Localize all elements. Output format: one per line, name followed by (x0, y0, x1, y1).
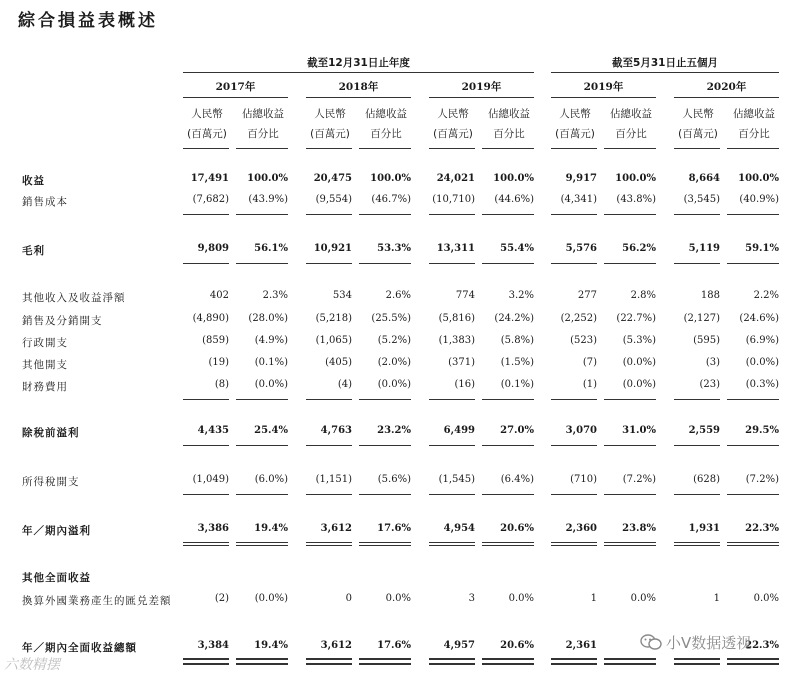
table-cell: 188 (700, 290, 720, 301)
year-rule (674, 97, 779, 98)
table-cell: (4) (337, 379, 352, 390)
table-cell: (43.9%) (248, 194, 288, 205)
table-cell: 20.6% (500, 523, 534, 534)
table-cell: (0.1%) (500, 379, 534, 390)
table-cell: 4,954 (443, 523, 475, 534)
table-cell: (1) (582, 379, 597, 390)
table-cell: (0.0%) (622, 379, 656, 390)
subtotal-rule (306, 494, 352, 495)
subtotal-rule (551, 399, 597, 400)
subtotal-rule (604, 214, 656, 215)
table-cell: 4,435 (197, 425, 229, 436)
table-cell: 59.1% (745, 243, 779, 254)
table-cell: 0.0% (630, 593, 656, 604)
col-header-rule (359, 148, 411, 149)
row-label: 行政開支 (22, 337, 68, 349)
col-header-pct: 百分比 (493, 128, 525, 140)
grand-total-rule (482, 663, 534, 665)
row-label: 其他收入及收益淨額 (22, 292, 126, 304)
table-cell: (8) (214, 379, 229, 390)
row-label: 銷售及分銷開支 (22, 315, 103, 327)
total-rule (183, 542, 229, 543)
subtotal-rule (236, 214, 288, 215)
col-header-rule (183, 148, 229, 149)
subtotal-rule (674, 399, 720, 400)
subtotal-rule (359, 263, 411, 264)
row-label: 其他開支 (22, 359, 68, 371)
year-label: 2020年 (706, 81, 747, 93)
table-cell: (6.9%) (745, 335, 779, 346)
col-header-pct: 百分比 (738, 128, 770, 140)
table-cell: 100.0% (615, 173, 656, 184)
table-cell: (22.7%) (616, 313, 656, 324)
subtotal-rule (429, 399, 475, 400)
subtotal-rule (183, 214, 229, 215)
table-cell: (1,545) (438, 474, 475, 485)
subtotal-rule (306, 214, 352, 215)
table-cell: (710) (570, 474, 597, 485)
table-cell: 17.6% (377, 640, 411, 651)
grand-total-rule (306, 663, 352, 665)
table-cell: 29.5% (745, 425, 779, 436)
col-header-rmb: (百萬元) (187, 128, 227, 140)
table-cell: (24.6%) (739, 313, 779, 324)
total-rule (674, 545, 720, 546)
grand-total-rule (727, 663, 779, 665)
table-cell: 0 (345, 593, 352, 604)
subtotal-rule (306, 445, 352, 446)
col-header-rule (727, 148, 779, 149)
period-interim-rule (551, 72, 779, 73)
table-cell: (44.6%) (494, 194, 534, 205)
table-cell: 0.0% (385, 593, 411, 604)
subtotal-rule (551, 263, 597, 264)
table-cell: 774 (455, 290, 475, 301)
col-header-rmb: 人民幣 (682, 108, 714, 120)
table-cell: (40.9%) (739, 194, 779, 205)
total-rule (551, 545, 597, 546)
row-label: 收益 (22, 175, 45, 187)
row-label: 所得稅開支 (22, 476, 80, 488)
subtotal-rule (674, 263, 720, 264)
col-header-pct: 佔總收益 (365, 108, 407, 120)
table-cell: (371) (448, 357, 475, 368)
table-cell: (405) (325, 357, 352, 368)
table-cell: (5,816) (438, 313, 475, 324)
table-cell: 9,917 (565, 173, 597, 184)
subtotal-rule (482, 214, 534, 215)
table-cell: (3) (705, 357, 720, 368)
table-cell: 20.6% (500, 640, 534, 651)
subtotal-rule (183, 445, 229, 446)
table-cell: (46.7%) (371, 194, 411, 205)
total-rule (727, 542, 779, 543)
col-header-rule (674, 148, 720, 149)
subtotal-rule (604, 445, 656, 446)
table-cell: (19) (208, 357, 229, 368)
col-header-rule (551, 148, 597, 149)
table-cell: 13,311 (436, 243, 475, 254)
table-cell: (0.1%) (254, 357, 288, 368)
row-label: 年／期內全面收益總額 (22, 642, 137, 654)
subtotal-rule (482, 445, 534, 446)
grand-total-rule (482, 658, 534, 660)
table-cell: (9,554) (315, 194, 352, 205)
table-cell: (5.3%) (622, 335, 656, 346)
table-cell: 17,491 (190, 173, 229, 184)
subtotal-rule (359, 494, 411, 495)
table-cell: 3,612 (320, 523, 352, 534)
table-cell: 22.3% (745, 640, 779, 651)
subtotal-rule (727, 399, 779, 400)
subtotal-rule (306, 399, 352, 400)
table-cell: 23.2% (377, 425, 411, 436)
subtotal-rule (236, 399, 288, 400)
page-title: 綜合損益表概述 (18, 11, 158, 31)
table-cell: (0.0%) (622, 357, 656, 368)
table-cell: (3,545) (683, 194, 720, 205)
table-cell: 402 (209, 290, 229, 301)
subtotal-rule (236, 494, 288, 495)
table-cell: 534 (332, 290, 352, 301)
table-cell: (6.4%) (500, 474, 534, 485)
grand-total-rule (359, 658, 411, 660)
table-cell: (1,049) (192, 474, 229, 485)
row-label: 年／期內溢利 (22, 525, 91, 537)
table-cell: (1.5%) (500, 357, 534, 368)
table-cell: (2,252) (560, 313, 597, 324)
table-cell: (16) (454, 379, 475, 390)
table-cell: 25.4% (254, 425, 288, 436)
year-label: 2017年 (215, 81, 256, 93)
table-cell: 5,576 (565, 243, 597, 254)
grand-total-rule (551, 658, 597, 660)
table-cell: 27.0% (500, 425, 534, 436)
table-cell: (7.2%) (745, 474, 779, 485)
table-cell: (5,218) (315, 313, 352, 324)
subtotal-rule (482, 399, 534, 400)
row-label: 毛利 (22, 245, 45, 257)
table-cell: 4,763 (320, 425, 352, 436)
grand-total-rule (674, 663, 720, 665)
row-label: 銷售成本 (22, 196, 68, 208)
table-cell: (1,383) (438, 335, 475, 346)
table-cell: 8,664 (688, 173, 720, 184)
subtotal-rule (551, 214, 597, 215)
subtotal-rule (482, 494, 534, 495)
table-cell: (28.0%) (248, 313, 288, 324)
total-rule (183, 545, 229, 546)
grand-total-rule (306, 658, 352, 660)
total-rule (306, 542, 352, 543)
year-label: 2018年 (338, 81, 379, 93)
wechat-icon (640, 633, 662, 651)
subtotal-rule (727, 494, 779, 495)
table-cell: 23.8% (622, 523, 656, 534)
col-header-rmb: (百萬元) (433, 128, 473, 140)
table-cell: 2.2% (753, 290, 779, 301)
table-cell: 277 (577, 290, 597, 301)
table-cell: (4,890) (192, 313, 229, 324)
grand-total-rule (674, 658, 720, 660)
grand-total-rule (236, 663, 288, 665)
table-cell: 5,119 (688, 243, 720, 254)
table-cell: 100.0% (247, 173, 288, 184)
table-cell: (7.2%) (622, 474, 656, 485)
table-cell: 22.3% (745, 523, 779, 534)
table-cell: 2,559 (688, 425, 720, 436)
subtotal-rule (674, 494, 720, 495)
total-rule (674, 542, 720, 543)
grand-total-rule (359, 663, 411, 665)
subtotal-rule (604, 494, 656, 495)
subtotal-rule (359, 214, 411, 215)
table-cell: 55.4% (500, 243, 534, 254)
table-cell: (1,151) (315, 474, 352, 485)
period-interim-label: 截至5月31日止五個月 (612, 57, 718, 69)
grand-total-rule (727, 658, 779, 660)
table-cell: 56.2% (622, 243, 656, 254)
col-header-rmb: (百萬元) (555, 128, 595, 140)
table-cell: (0.0%) (254, 379, 288, 390)
col-header-pct: 百分比 (615, 128, 647, 140)
grand-total-rule (551, 663, 597, 665)
total-rule (359, 542, 411, 543)
table-cell: (43.8%) (616, 194, 656, 205)
grand-total-rule (429, 658, 475, 660)
table-cell: 3,070 (565, 425, 597, 436)
grand-total-rule (604, 663, 656, 665)
row-label: 財務費用 (22, 381, 68, 393)
table-cell: (2,127) (683, 313, 720, 324)
subtotal-rule (429, 263, 475, 264)
subtotal-rule (429, 445, 475, 446)
table-cell: (628) (693, 474, 720, 485)
table-cell: 24,021 (436, 173, 475, 184)
col-header-rmb: (百萬元) (310, 128, 350, 140)
subtotal-rule (551, 445, 597, 446)
year-label: 2019年 (583, 81, 624, 93)
table-cell: (859) (202, 335, 229, 346)
table-cell: (10,710) (432, 194, 475, 205)
table-cell: 2,361 (565, 640, 597, 651)
table-cell: 31.0% (622, 425, 656, 436)
table-cell: (5.2%) (377, 335, 411, 346)
col-header-pct: 佔總收益 (242, 108, 284, 120)
grand-total-rule (604, 658, 656, 660)
subtotal-rule (359, 399, 411, 400)
total-rule (359, 545, 411, 546)
subtotal-rule (183, 494, 229, 495)
total-rule (604, 545, 656, 546)
subtotal-rule (604, 399, 656, 400)
table-cell: 100.0% (738, 173, 779, 184)
table-cell: 3.2% (508, 290, 534, 301)
table-cell: (1,065) (315, 335, 352, 346)
table-cell: 20,475 (313, 173, 352, 184)
table-cell: (0.0%) (254, 593, 288, 604)
table-cell: (4.9%) (254, 335, 288, 346)
subtotal-rule (727, 263, 779, 264)
total-rule (429, 545, 475, 546)
table-cell: (0.0%) (745, 357, 779, 368)
table-cell: (5.6%) (377, 474, 411, 485)
year-label: 2019年 (461, 81, 502, 93)
col-header-pct: 佔總收益 (610, 108, 652, 120)
table-cell: 1,931 (688, 523, 720, 534)
col-header-pct: 百分比 (370, 128, 402, 140)
grand-total-rule (429, 663, 475, 665)
table-cell: 3 (468, 593, 475, 604)
table-cell: (7) (582, 357, 597, 368)
table-cell: 3,612 (320, 640, 352, 651)
table-cell: 19.4% (254, 523, 288, 534)
subtotal-rule (429, 494, 475, 495)
subtotal-rule (236, 445, 288, 446)
col-header-rule (306, 148, 352, 149)
total-rule (429, 542, 475, 543)
table-cell: (2.0%) (377, 357, 411, 368)
table-cell: 0.0% (753, 593, 779, 604)
subtotal-rule (674, 445, 720, 446)
subtotal-rule (551, 494, 597, 495)
subtotal-rule (183, 399, 229, 400)
table-cell: (23) (699, 379, 720, 390)
col-header-rule (429, 148, 475, 149)
table-cell: 6,499 (443, 425, 475, 436)
total-rule (482, 542, 534, 543)
watermark-text-left: 六数精摆 (4, 657, 60, 673)
col-header-rule (482, 148, 534, 149)
table-cell: 3,384 (197, 640, 229, 651)
total-rule (604, 542, 656, 543)
table-cell: 9,809 (197, 243, 229, 254)
table-cell: 2.6% (385, 290, 411, 301)
table-cell: (0.0%) (377, 379, 411, 390)
total-rule (727, 545, 779, 546)
col-header-rmb: 人民幣 (559, 108, 591, 120)
table-cell: (595) (693, 335, 720, 346)
period-annual-label: 截至12月31日止年度 (307, 57, 410, 69)
subtotal-rule (727, 214, 779, 215)
subtotal-rule (236, 263, 288, 264)
row-label: 其他全面收益 (22, 572, 91, 584)
period-annual-rule (183, 72, 534, 73)
table-cell: 2.3% (262, 290, 288, 301)
subtotal-rule (359, 445, 411, 446)
grand-total-rule (183, 663, 229, 665)
grand-total-rule (236, 658, 288, 660)
year-rule (429, 97, 534, 98)
table-cell: (5.8%) (500, 335, 534, 346)
table-cell: (24.2%) (494, 313, 534, 324)
watermark-text: 小V数据透视 (666, 634, 752, 652)
table-cell: 53.3% (377, 243, 411, 254)
table-cell: 1 (590, 593, 597, 604)
table-cell: 100.0% (370, 173, 411, 184)
subtotal-rule (604, 263, 656, 264)
col-header-rmb: 人民幣 (314, 108, 346, 120)
table-cell: 19.4% (254, 640, 288, 651)
year-rule (306, 97, 411, 98)
table-cell: 100.0% (493, 173, 534, 184)
table-cell: 1 (713, 593, 720, 604)
total-rule (236, 542, 288, 543)
table-cell: (2) (214, 593, 229, 604)
subtotal-rule (183, 263, 229, 264)
table-cell: 3,386 (197, 523, 229, 534)
grand-total-rule (183, 658, 229, 660)
col-header-rule (236, 148, 288, 149)
total-rule (306, 545, 352, 546)
row-label: 換算外國業務產生的匯兑差額 (22, 595, 172, 607)
col-header-pct: 佔總收益 (488, 108, 530, 120)
col-header-pct: 百分比 (247, 128, 279, 140)
subtotal-rule (306, 263, 352, 264)
table-cell: (4,341) (560, 194, 597, 205)
year-rule (183, 97, 288, 98)
table-cell: 17.6% (377, 523, 411, 534)
col-header-rmb: (百萬元) (678, 128, 718, 140)
table-cell: (25.5%) (371, 313, 411, 324)
row-label: 除稅前溢利 (22, 427, 80, 439)
table-cell: (523) (570, 335, 597, 346)
table-cell: (7,682) (192, 194, 229, 205)
subtotal-rule (674, 214, 720, 215)
table-cell: (0.3%) (745, 379, 779, 390)
subtotal-rule (482, 263, 534, 264)
total-rule (482, 545, 534, 546)
table-cell: (6.0%) (254, 474, 288, 485)
total-rule (236, 545, 288, 546)
col-header-pct: 佔總收益 (733, 108, 775, 120)
table-cell: 10,921 (313, 243, 352, 254)
subtotal-rule (727, 445, 779, 446)
table-cell: 2,360 (565, 523, 597, 534)
table-cell: 4,957 (443, 640, 475, 651)
col-header-rule (604, 148, 656, 149)
col-header-rmb: 人民幣 (437, 108, 469, 120)
col-header-rmb: 人民幣 (191, 108, 223, 120)
table-cell: 2.8% (630, 290, 656, 301)
table-cell: 56.1% (254, 243, 288, 254)
table-cell: 0.0% (508, 593, 534, 604)
subtotal-rule (429, 214, 475, 215)
total-rule (551, 542, 597, 543)
year-rule (551, 97, 656, 98)
